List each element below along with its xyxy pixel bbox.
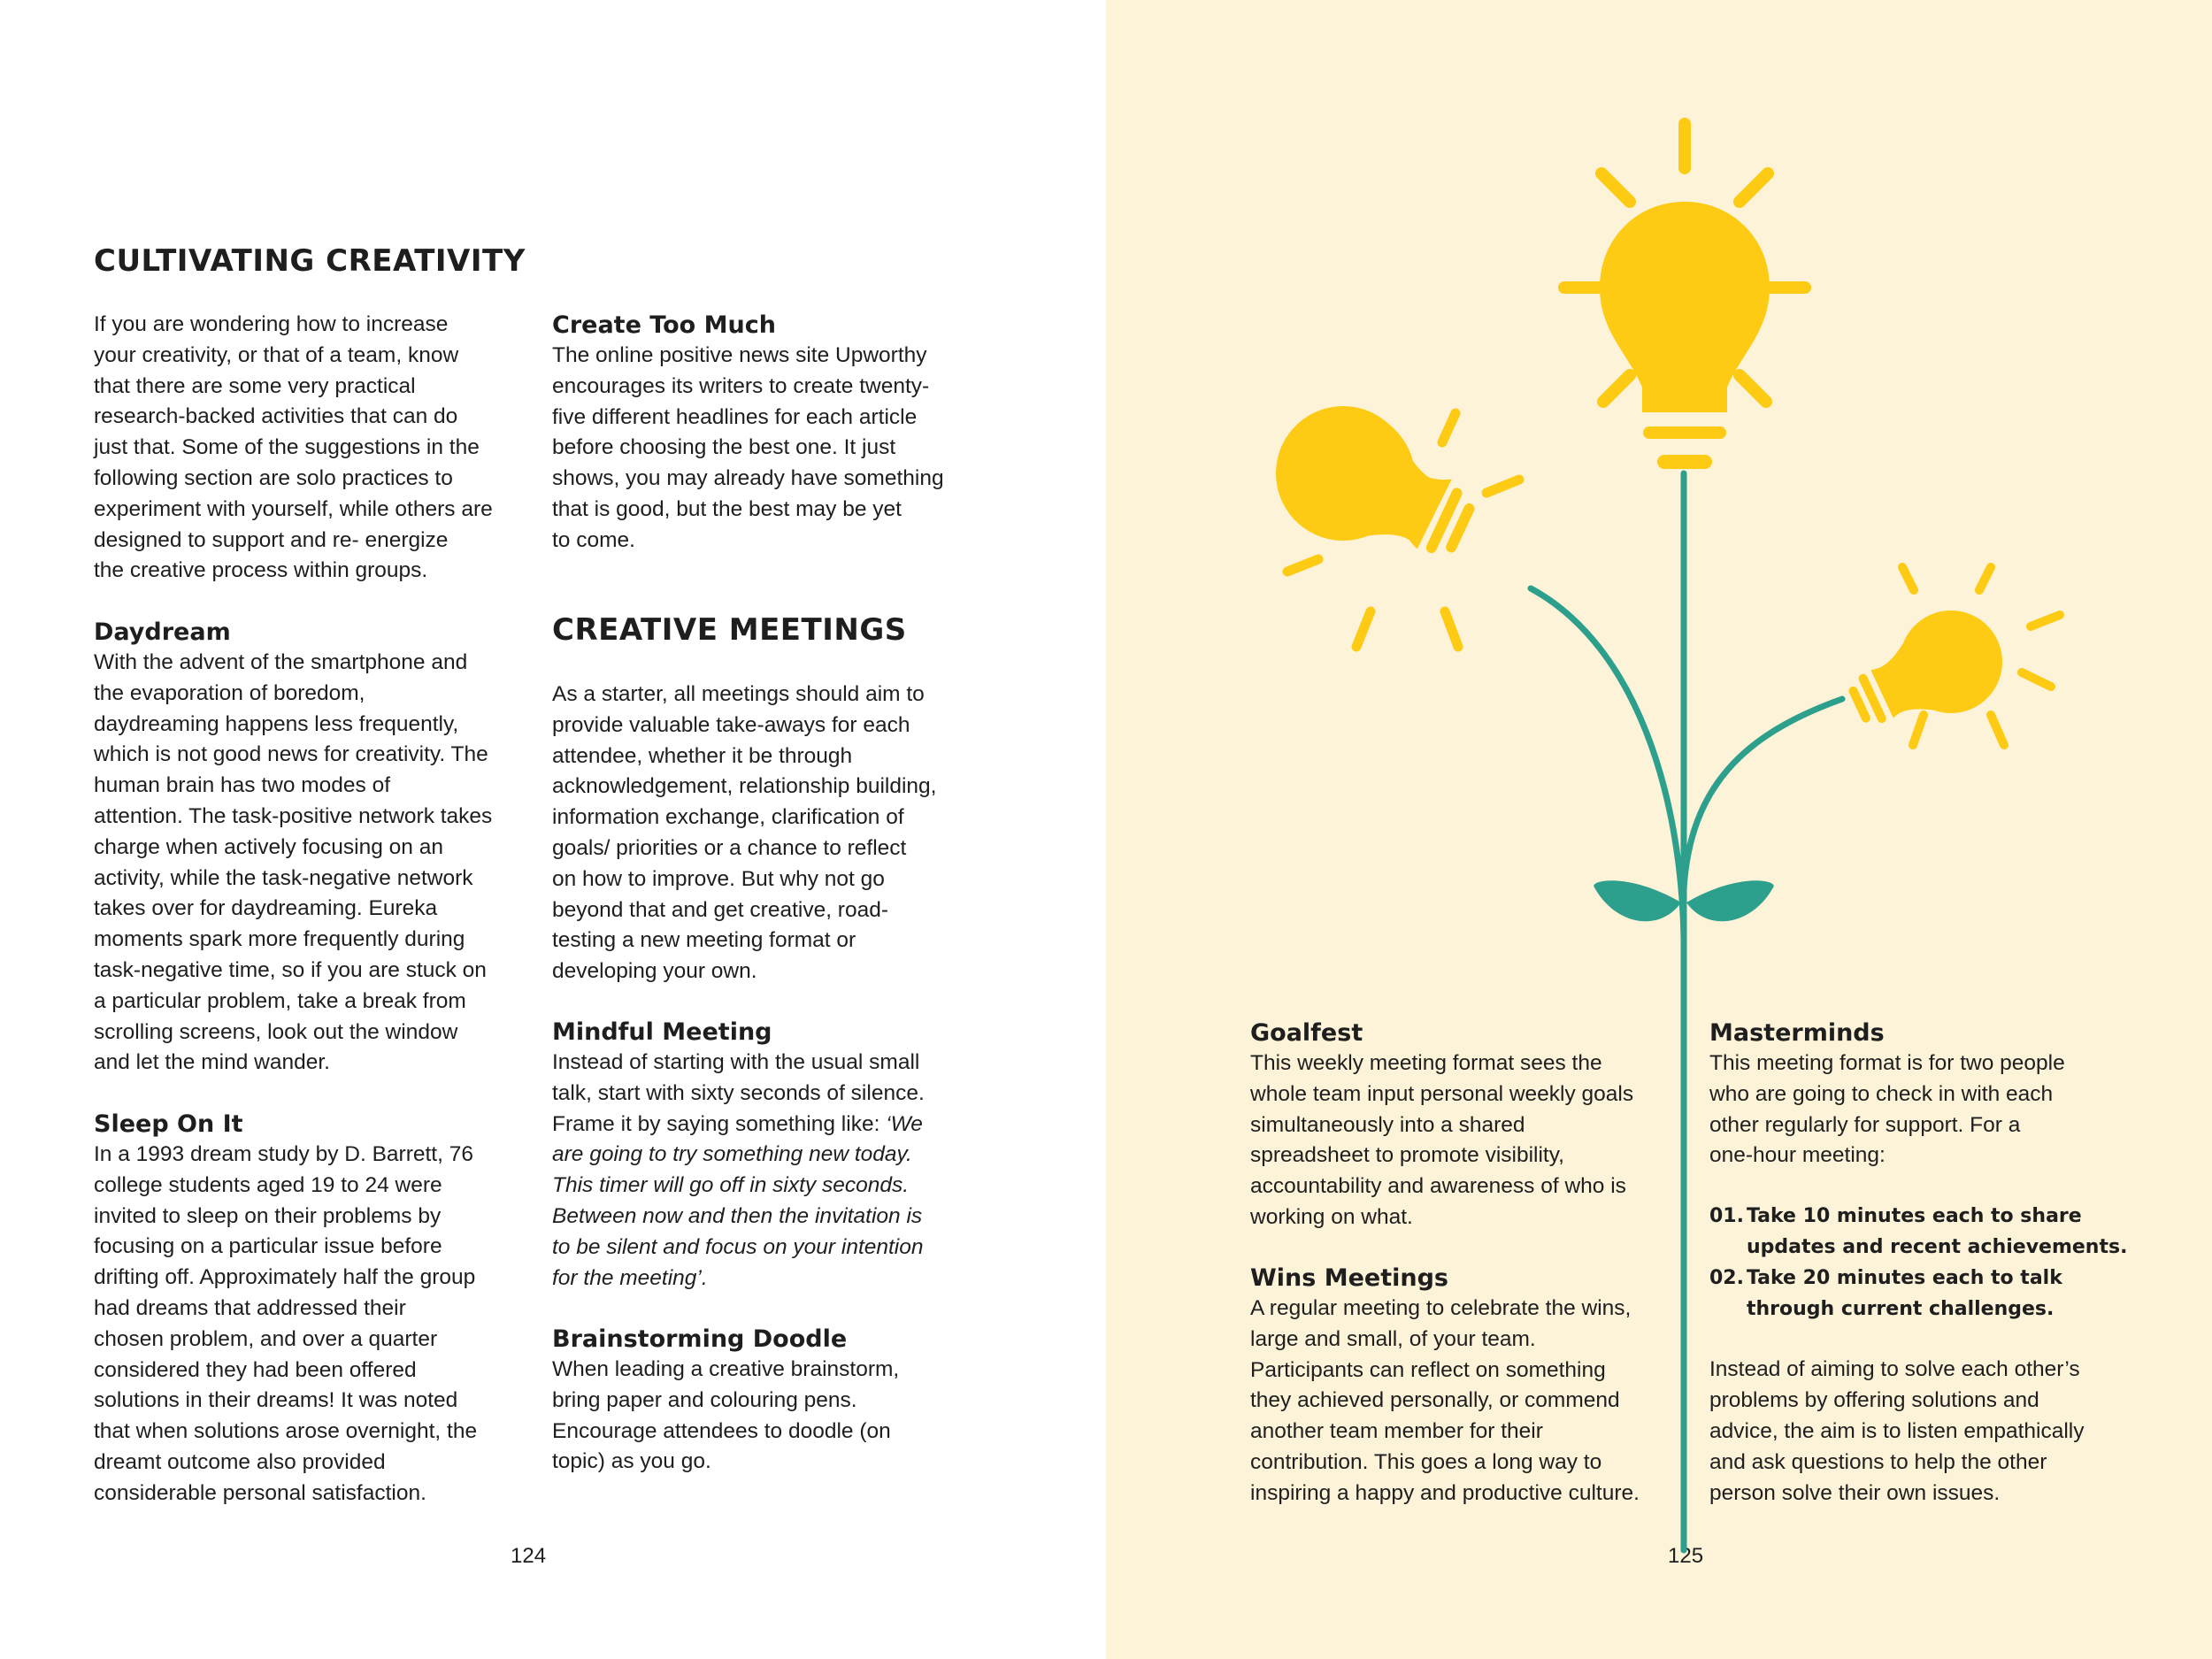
plant-stem (1531, 473, 1842, 1550)
sleep-on-it-section (94, 1109, 477, 1509)
page-title: CULTIVATING CREATIVITY (94, 243, 526, 279)
wins-meetings-heading: Wins Meetings (1250, 1264, 1449, 1292)
lightbulb-icon (1564, 124, 1805, 469)
leaf-icon (1594, 880, 1681, 921)
goalfest-heading: Goalfest (1250, 1019, 1363, 1047)
creative-meetings-paragraph: As a starter, all meetings should aim to provide valuable take-aways for each attendee, whether it be through acknowledgement, relationship building, information exchange, clarification of goals/ priorities or a chance to reflect on how to improve. But why not go beyond that and get creative, road- testing a new meeting format or developing your own. (552, 682, 937, 984)
create-too-much-heading: Create Too Much (552, 311, 776, 339)
lightbulb-plant-illustration (1106, 0, 2212, 1659)
lightbulb-icon (1254, 384, 1519, 647)
brainstorming-doodle-heading: Brainstorming Doodle (552, 1325, 848, 1353)
sleep-on-it-heading: Sleep On It (94, 1110, 243, 1138)
wins-meetings-paragraph: A regular meeting to celebrate the wins, large and small, of your team. Participants can reflect on something they achieved personally, or commend another team member for their contribution. This goes a long way to inspiring a happy and productive culture. (1250, 1296, 1640, 1505)
mindful-meeting-section (552, 1017, 925, 1294)
masterminds-step: 01. Take 10 minutes each to share updates and recent achievements. (1709, 1205, 2128, 1258)
page-number-right: 125 (1668, 1544, 1704, 1568)
intro-paragraph: If you are wondering how to increase your creativity, or that of a team, know that there are some very practical research-backed activities that can do just that. Some of the suggestions in the following section are solo practices to experiment with yourself, while others are designed to support and re- energize the creative process within groups. (94, 312, 493, 583)
brainstorming-doodle-section (552, 1324, 899, 1478)
mindful-meeting-paragraph: Instead of starting with the usual small talk, start with sixty seconds of silence. Frame it by saying something like: ‘We are going to try something new today. This timer will go off in sixty seconds. Between now and then the invitation is to be silent and focus on your intention for the meeting’. (552, 1050, 925, 1290)
daydream-paragraph: With the advent of the smartphone and the evaporation of boredom, daydreaming happens less frequently, which is not good news for creativity. The human brain has two modes of attention. The task-positive network takes charge when actively focusing on an activity, while the task-negative network takes over for daydreaming. Eureka moments spark more frequently during task-negative time, so if you are stuck on a particular problem, take a break from scrolling screens, look out the window and let the mind wander. (94, 650, 493, 1075)
create-too-much-paragraph: The online positive news site Upworthy encourages its writers to create twenty- five different headlines for each article before choosing the best one. It just shows, you may already have something that is good, but the best may be yet to come. (552, 343, 944, 552)
masterminds-step: 02. Take 20 minutes each to talk through current challenges. (1709, 1266, 2062, 1320)
daydream-section (94, 617, 492, 1079)
creative-meetings-section (552, 680, 936, 987)
lightbulb-icon (1834, 567, 2060, 753)
intro-section (94, 310, 493, 587)
masterminds-paragraph: This meeting format is for two people who are going to check in with each other regularly for support. For a one-hour meeting: (1709, 1051, 2065, 1168)
sleep-on-it-paragraph: In a 1993 dream study by D. Barrett, 76 college students aged 19 to 24 were invited to sleep on their problems by focusing on a particular issue before drifting off. Approximately half the group had dreams that addressed their chosen problem, and over a quarter considered they had been offered solutions in their dreams! It was noted that when solutions arose overnight, the dreamt outcome also provided considerable personal satisfaction. (94, 1142, 478, 1505)
brainstorming-doodle-paragraph: When leading a creative brainstorm, bring paper and colouring pens. Encourage attendees to doodle (on topic) as you go. (552, 1357, 900, 1474)
mindful-meeting-heading: Mindful Meeting (552, 1018, 772, 1046)
masterminds-heading: Masterminds (1709, 1019, 1885, 1047)
goalfest-paragraph: This weekly meeting format sees the whole team input personal weekly goals simultaneously into a shared spreadsheet to promote visibility, accountability and awareness of who is working on what. (1250, 1051, 1634, 1229)
masterminds-closing-paragraph: Instead of aiming to solve each other’s problems by offering solutions and advice, the aim is to listen empathically and ask questions to help the other person solve their own issues. (1709, 1357, 2085, 1505)
creative-meetings-title: CREATIVE MEETINGS (552, 612, 907, 648)
create-too-much-section (552, 310, 944, 557)
leaf-icon (1686, 880, 1774, 921)
page-number-left: 124 (511, 1544, 547, 1568)
daydream-heading: Daydream (94, 618, 231, 646)
